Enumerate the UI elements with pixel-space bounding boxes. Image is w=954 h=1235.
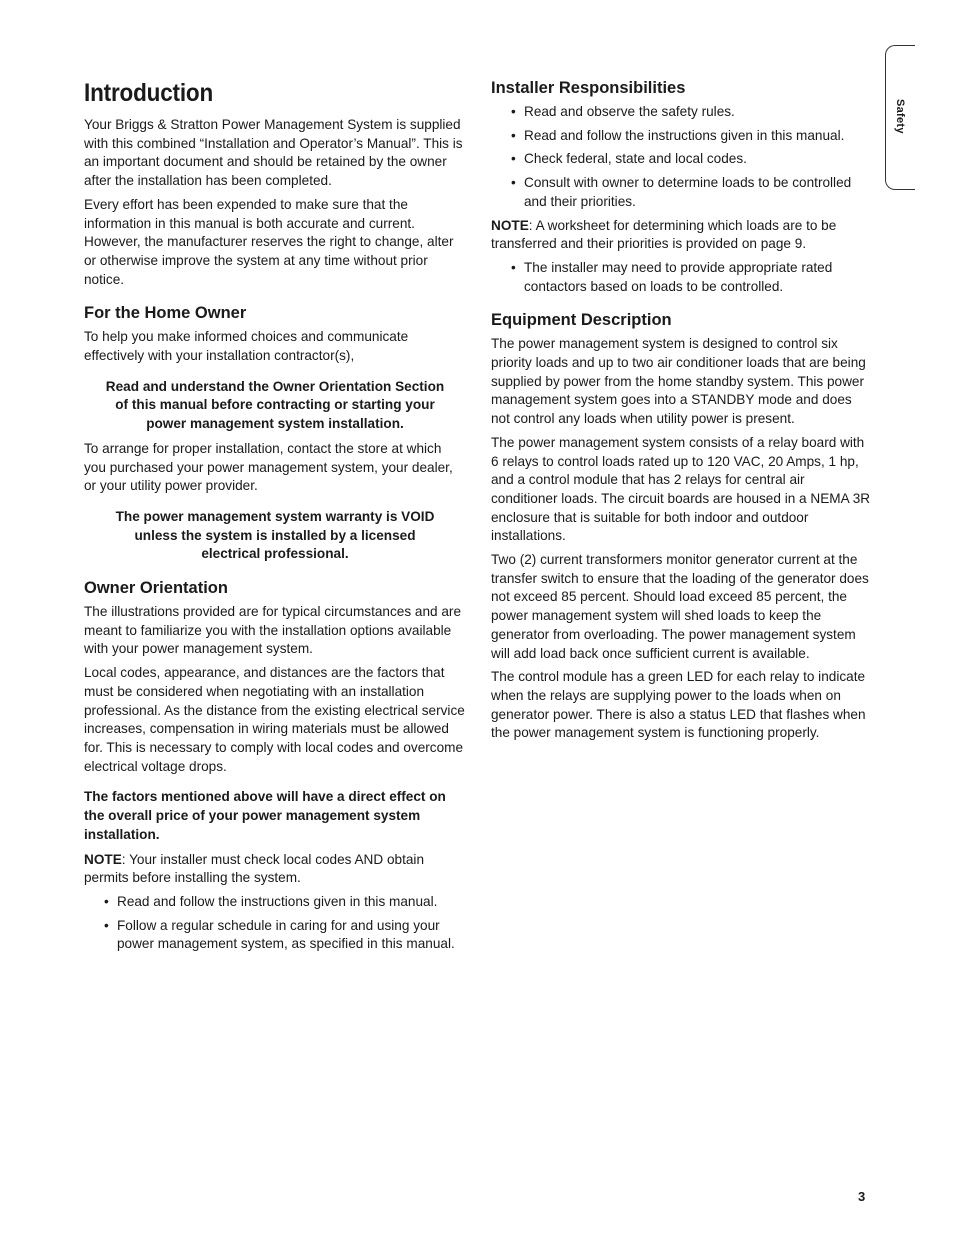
list-item: • The installer may need to provide appropriate rated contactors based on loads to be controlled. — [491, 259, 871, 296]
home-owner-paragraph-2: To arrange for proper installation, contact the store at which you purchased your power management system, your dealer, or your utility power provider. — [84, 440, 453, 494]
equipment-paragraph-2: The power management system consists of a relay board with 6 relays to control loads rated up to 120 VAC, 20 Amps, 1 hp, and a control module that has 2 relays for central air conditioner loads. The circuit boards are housed in a NEMA 3R enclosure that is suitable for both indoor and outdoor installations. — [491, 434, 871, 544]
equipment-paragraph-4: The control module has a green LED for each relay to indicate when the relays are supplying power to the loads when on generator power. There is also a status LED that flashes when the power management system is functioning properly. — [491, 669, 866, 741]
price-warning: The factors mentioned above will have a direct effect on the overall price of your power management system installation. — [84, 789, 446, 842]
installer-bullet-list-2 — [491, 259, 871, 296]
side-tab-label-wrap — [885, 45, 915, 190]
list-item: • Read and observe the safety rules. — [491, 103, 871, 122]
owner-note-label: NOTE — [84, 851, 122, 867]
owner-note-text: : Your installer must check local codes AND obtain permits before installing the system. — [84, 851, 425, 886]
list-item: • Check federal, state and local codes. — [491, 150, 871, 169]
owner-orientation-heading: Owner Orientation — [84, 579, 228, 598]
owner-note — [84, 851, 466, 888]
installer-section — [491, 78, 871, 296]
equipment-section — [491, 310, 871, 743]
home-owner-paragraph-1: To help you make informed choices and communicate effectively with your installation contractor(s), — [84, 329, 409, 364]
installer-heading: Installer Responsibilities — [491, 79, 686, 97]
page-number: 3 — [858, 1189, 866, 1204]
installer-bullet-list — [491, 103, 871, 212]
list-item: • Follow a regular schedule in caring for and using your power management system, as specified in this manual. — [84, 917, 466, 954]
installer-note — [491, 217, 871, 254]
installer-note-text: : A worksheet for determining which loads are to be transferred and their priorities is provided on page 9. — [491, 217, 837, 252]
owner-orientation-paragraph-1: The illustrations provided are for typical circumstances and are meant to familiarize you with the installation options available with your power management system. — [84, 604, 462, 657]
warranty-callout: The power management system warranty is VOID unless the system is installed by a licensed electrical professional. — [115, 508, 435, 562]
intro-paragraph-1: Your Briggs & Stratton Power Management System is supplied with this combined “Installation and Operator’s Manual”. This is an important document and should be retained by the owner after the installation has been completed. — [84, 117, 463, 189]
list-item: • Read and follow the instructions given in this manual. — [491, 127, 871, 146]
home-owner-callout-1: Read and understand the Owner Orientation Section of this manual before contracting or starting your power management system installation. — [105, 378, 445, 432]
equipment-paragraph-1: The power management system is designed to control six priority loads and up to two air conditioner loads that are being supplied by power from the home standby system. This power management system goes into a STANDBY mode and does not control any loads when utility power is present. — [491, 336, 866, 427]
intro-paragraph-2: Every effort has been expended to make sure that the information in this manual is both accurate and current. However, the manufacturer reserves the right to change, alter or otherwise improve the system at any time without prior notice. — [84, 196, 454, 287]
equipment-paragraph-3: Two (2) current transformers monitor generator current at the transfer switch to ensure that the loading of the generator does not exceed 85 percent. Should load exceed 85 percent, the power management system will shed loads to keep the generator from overloading. The power management system will add load back once sufficient current is available. — [491, 552, 869, 661]
list-item: • Consult with owner to determine loads to be controlled and their priorities. — [491, 174, 871, 211]
right-column — [491, 78, 871, 748]
home-owner-section — [84, 303, 466, 564]
installer-note-label: NOTE — [491, 217, 529, 233]
page-title: Introduction — [84, 79, 214, 107]
home-owner-heading: For the Home Owner — [84, 304, 247, 323]
owner-orientation-section — [84, 578, 466, 954]
equipment-heading: Equipment Description — [491, 311, 672, 330]
owner-bullet-list — [84, 893, 466, 954]
side-tab-label: Safety — [894, 99, 906, 134]
list-item: • Read and follow the instructions given in this manual. — [84, 893, 466, 912]
left-column — [84, 78, 466, 959]
owner-orientation-paragraph-2: Local codes, appearance, and distances are the factors that must be considered when negotiating with an installation professional. As the distance from the existing electrical service increases, compensation in wiring materials must be allowed for. This is necessary to comply with local codes and overcome electrical voltage drops. — [84, 665, 465, 774]
